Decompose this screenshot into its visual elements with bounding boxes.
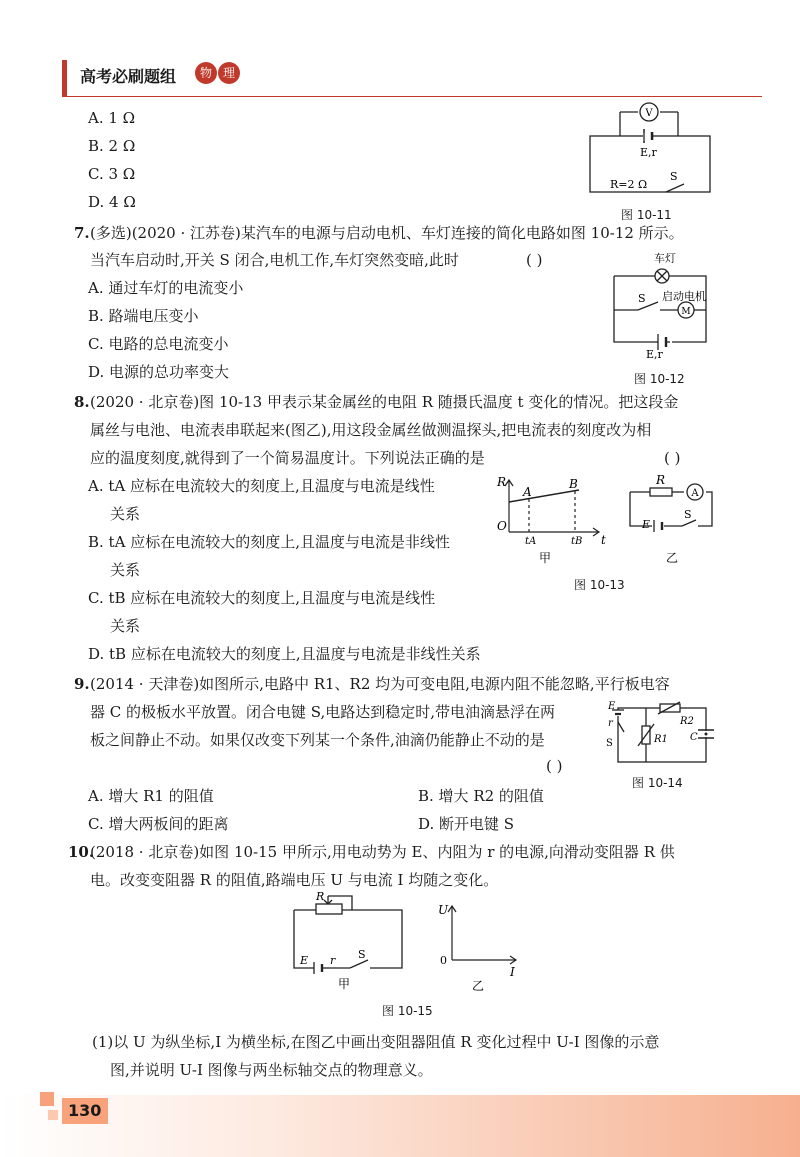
q7-option-b: B. 路端电压变小 xyxy=(88,307,199,325)
q9-option-c: C. 增大两板间的距离 xyxy=(88,815,229,833)
point-b-label: B xyxy=(569,477,578,491)
book-title: 高考必刷题组 xyxy=(80,67,177,86)
q7-option-c: C. 电路的总电流变小 xyxy=(88,335,229,353)
q8-answer-bracket: ( ) xyxy=(664,449,681,467)
q9-option-d: D. 断开电键 S xyxy=(418,815,515,833)
voltmeter-label: V xyxy=(645,108,653,119)
footer-decor-square-small xyxy=(48,1110,58,1120)
y-axis-label: R xyxy=(497,475,507,489)
q6-option-c: C. 3 Ω xyxy=(88,165,136,183)
emf-label: E xyxy=(300,954,309,967)
figure-10-15-circuit xyxy=(288,888,408,992)
jia-label: 甲 xyxy=(338,977,351,991)
q8-option-c-line2: 关系 xyxy=(110,617,141,635)
lamp-label: 车灯 xyxy=(654,252,676,265)
q9-stem-line3: 板之间静止不动。如果仅改变下列某一个条件,油滴仍能静止不动的是 xyxy=(90,731,545,749)
ta-label: tA xyxy=(525,536,537,547)
capacitor-label: C xyxy=(690,732,698,743)
figure-10-12-circuit xyxy=(600,246,720,366)
yi-label: 乙 xyxy=(472,979,485,992)
q10-number: 10. xyxy=(68,843,95,861)
q7-number: 7. xyxy=(74,224,90,242)
switch-label: S xyxy=(684,508,692,521)
q10-stem-line2: 电。改变变阻器 R 的阻值,路端电压 U 与电流 I 均随之变化。 xyxy=(90,871,499,889)
q8-option-d: D. tB 应标在电流较大的刻度上,且温度与电流是非线性关系 xyxy=(88,645,481,663)
q8-option-b-line2: 关系 xyxy=(110,561,141,579)
q8-number: 8. xyxy=(74,393,90,411)
switch-label: S xyxy=(638,292,646,305)
q8-stem-line2: 属丝与电池、电流表串联起来(图乙),用这段金属丝做测温探头,把电流表的刻度改为相 xyxy=(90,421,652,439)
tb-label: tB xyxy=(571,536,583,547)
fig-10-13-caption: 图 10-13 xyxy=(574,578,625,592)
motor-symbol: M xyxy=(681,307,691,317)
figure-10-15-graph xyxy=(432,900,532,992)
q9-option-a: A. 增大 R1 的阻值 xyxy=(88,787,214,805)
q9-stem-line2: 器 C 的极板水平放置。闭合电键 S,电路达到稳定时,带电油滴悬浮在两 xyxy=(90,703,556,721)
ammeter-label: A xyxy=(691,488,699,499)
q8-option-b-line1: B. tA 应标在电流较大的刻度上,且温度与电流是非线性 xyxy=(88,533,450,551)
fig-10-12-caption: 图 10-12 xyxy=(634,372,685,386)
q7-answer-bracket: ( ) xyxy=(526,251,543,269)
q7-stem-line1: (多选)(2020 · 江苏卷)某汽车的电源与启动电机、车灯连接的简化电路如图 10-12 所示。 xyxy=(90,224,684,242)
figure-10-13-graph xyxy=(495,472,610,572)
fig-10-11-caption: 图 10-11 xyxy=(621,208,672,222)
source-label: E,r xyxy=(640,146,657,159)
switch-label: S xyxy=(358,948,366,961)
origin-zero-label: 0 xyxy=(440,954,447,967)
x-axis-label: t xyxy=(601,533,606,547)
point-a-label: A xyxy=(523,485,532,499)
internal-resistance-label: r xyxy=(608,718,613,729)
q8-stem-line3: 应的温度刻度,就得到了一个简易温度计。下列说法正确的是 xyxy=(90,449,485,467)
resistor-label: R=2 Ω xyxy=(610,178,648,191)
q7-option-d: D. 电源的总功率变大 xyxy=(88,363,230,381)
fig-10-14-caption: 图 10-14 xyxy=(632,776,683,790)
q9-option-b: B. 增大 R2 的阻值 xyxy=(418,787,544,805)
footer-decor-square xyxy=(40,1092,54,1106)
motor-label: 启动电机 xyxy=(662,290,706,303)
q8-option-a-line1: A. tA 应标在电流较大的刻度上,且温度与电流是线性 xyxy=(88,477,435,495)
q7-stem-line2: 当汽车启动时,开关 S 闭合,电机工作,车灯突然变暗,此时 xyxy=(90,251,459,269)
resistor-label: R xyxy=(656,473,666,487)
fig-10-15-caption: 图 10-15 xyxy=(382,1004,433,1018)
figure-10-11-circuit xyxy=(580,96,720,206)
q6-option-d: D. 4 Ω xyxy=(88,193,136,211)
figure-10-14-circuit xyxy=(606,698,716,770)
subject-badge-1: 物 xyxy=(195,62,217,84)
internal-resistance-label: r xyxy=(330,954,336,967)
q9-answer-bracket: ( ) xyxy=(546,757,563,775)
q8-option-c-line1: C. tB 应标在电流较大的刻度上,且温度与电流是线性 xyxy=(88,589,436,607)
i-axis-label: I xyxy=(510,965,515,979)
q6-option-a: A. 1 Ω xyxy=(88,109,136,127)
q6-option-b: B. 2 Ω xyxy=(88,137,136,155)
q10-stem-line1: (2018 · 北京卷)如图 10-15 甲所示,用电动势为 E、内阻为 r 的电源,向滑动变阻器 R 供 xyxy=(90,843,675,861)
emf-label: E xyxy=(608,701,616,712)
footer-gradient-band xyxy=(0,1095,800,1157)
figure-10-13-circuit xyxy=(622,472,722,572)
source-label: E xyxy=(642,518,651,531)
q8-stem-line1: (2020 · 北京卷)图 10-13 甲表示某金属丝的电阻 R 随摄氏温度 t 变化的情况。把这段金 xyxy=(90,393,679,411)
q9-number: 9. xyxy=(74,675,90,693)
q7-option-a: A. 通过车灯的电流变小 xyxy=(88,279,244,297)
header-accent-bar xyxy=(62,60,67,96)
origin-label: O xyxy=(497,519,507,533)
r1-label: R1 xyxy=(654,734,668,745)
switch-label: S xyxy=(606,738,613,749)
u-axis-label: U xyxy=(438,903,449,917)
yi-label: 乙 xyxy=(666,551,679,565)
q9-stem-line1: (2014 · 天津卷)如图所示,电路中 R1、R2 均为可变电阻,电源内阻不能忽略,平行板电容 xyxy=(90,675,670,693)
q8-option-a-line2: 关系 xyxy=(110,505,141,523)
source-label: E,r xyxy=(646,348,663,361)
q10-sub1-line1: (1)以 U 为纵坐标,I 为横坐标,在图乙中画出变阻器阻值 R 变化过程中 U-I 图像的示意 xyxy=(92,1033,660,1051)
switch-label: S xyxy=(670,170,678,183)
page-number: 130 xyxy=(68,1101,102,1120)
jia-label: 甲 xyxy=(539,551,552,565)
q10-sub1-line2: 图,并说明 U-I 图像与两坐标轴交点的物理意义。 xyxy=(110,1061,433,1079)
r2-label: R2 xyxy=(680,716,694,727)
subject-badge-2: 理 xyxy=(218,62,240,84)
rheostat-label: R xyxy=(316,890,325,903)
